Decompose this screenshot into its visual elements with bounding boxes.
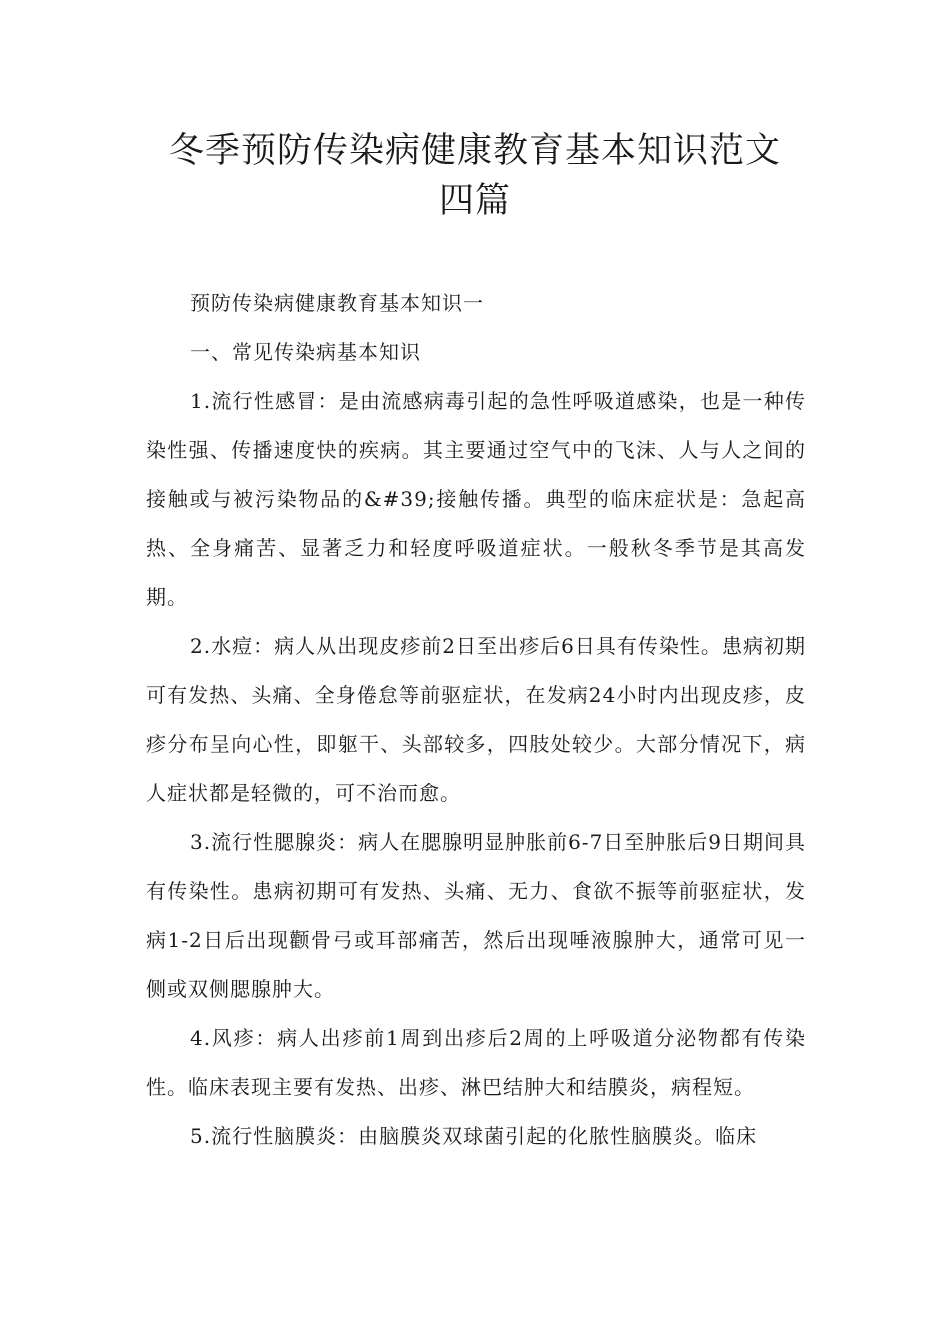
- section-heading: 预防传染病健康教育基本知识一: [190, 291, 484, 315]
- paragraph-mumps: 3.流行性腮腺炎：病人在腮腺明显肿胀前6-7日至肿胀后9日期间具有传染性。患病初期可有发热、头痛、无力、食欲不振等前驱症状，发病1-2日后出现颧骨弓或耳部痛苦，然后出现唾液腺肿大，通常可见一侧或双侧腮腺肿大。: [146, 830, 807, 1001]
- paragraph-rubella: 4.风疹：病人出疹前1周到出疹后2周的上呼吸道分泌物都有传染性。临床表现主要有发热、出疹、淋巴结肿大和结膜炎，病程短。: [146, 1026, 806, 1099]
- paragraph-meningitis: 5.流行性脑膜炎：由脑膜炎双球菌引起的化脓性脑膜炎。临床: [190, 1124, 758, 1148]
- paragraph-chickenpox: 2.水痘：病人从出现皮疹前2日至出疹后6日具有传染性。患病初期可有发热、头痛、全身倦怠等前驱症状，在发病24小时内出现皮疹，皮疹分布呈向心性，即躯干、头部较多，四肢处较少。大部分情况下，病人症状都是轻微的，可不治而愈。: [146, 634, 806, 805]
- document-title: [120, 126, 830, 226]
- subsection-heading: 一、常见传染病基本知识: [190, 340, 421, 364]
- document-body: [146, 279, 806, 1161]
- title-line-2: 四篇: [438, 181, 511, 221]
- title-line-1: 冬季预防传染病健康教育基本知识范文: [168, 131, 781, 171]
- paragraph-influenza: 1.流行性感冒：是由流感病毒引起的急性呼吸道感染，也是一种传染性强、传播速度快的疾病。其主要通过空气中的飞沫、人与人之间的接触或与被污染物品的&#39;接触传播。典型的临床症状是：急起高热、全身痛苦、显著乏力和轻度呼吸道症状。一般秋冬季节是其高发期。: [146, 389, 806, 609]
